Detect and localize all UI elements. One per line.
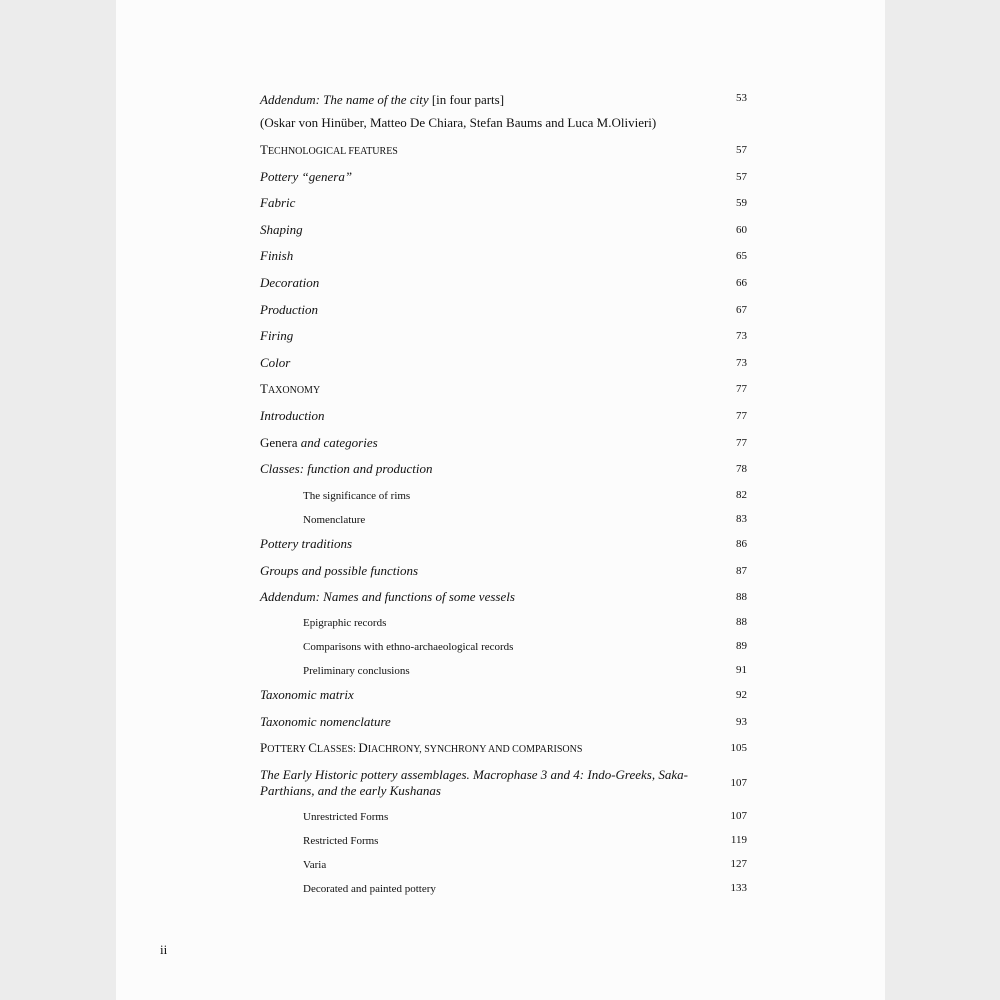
toc-entry-groups <box>260 563 747 579</box>
toc-subentry-title: Decorated and painted pottery <box>303 883 436 895</box>
toc-subentry-title: Nomenclature <box>303 514 366 526</box>
toc-entry-page: 105 <box>730 742 747 754</box>
toc-entry-page: 92 <box>736 689 747 701</box>
toc-entry-page: 65 <box>736 250 747 262</box>
toc-subentry <box>260 614 747 631</box>
toc-entry-page: 88 <box>736 616 747 628</box>
toc-section-pottery-classes <box>260 740 747 758</box>
toc-subentry <box>260 856 747 873</box>
toc-entry-page: 91 <box>736 664 747 676</box>
toc-entry-page: 127 <box>730 858 747 870</box>
toc-entry-addendum-names <box>260 589 747 605</box>
toc-entry <box>260 302 747 318</box>
toc-entry-early-historic <box>260 767 747 799</box>
toc-section-title: TAXONOMY <box>260 381 321 396</box>
toc-entry-addendum-city <box>260 92 747 108</box>
toc-entry-title: Shaping <box>260 222 303 237</box>
toc-entry-matrix <box>260 687 747 703</box>
toc-entry-page: 107 <box>730 810 747 822</box>
toc-subentry <box>260 662 747 679</box>
toc-authors-text: (Oskar von Hinüber, Matteo De Chiara, Stefan Baums and Luca M.Olivieri) <box>260 115 657 130</box>
toc-subentry <box>260 880 747 897</box>
toc-entry-title: Taxonomic nomenclature <box>260 714 391 729</box>
toc-entry <box>260 275 747 291</box>
toc-entry-page: 59 <box>736 197 747 209</box>
toc-entry-page: 66 <box>736 277 747 289</box>
toc-subentry-title: Comparisons with ethno-archaeological records <box>303 641 514 653</box>
toc-entry <box>260 355 747 371</box>
page-number: ii <box>160 942 168 957</box>
toc-entry-page: 119 <box>730 834 747 846</box>
toc-subentry <box>260 511 747 528</box>
toc-subentry <box>260 487 747 504</box>
toc-entry-page: 73 <box>736 357 747 369</box>
toc-subentry-title: Preliminary conclusions <box>303 665 410 677</box>
toc-entry-page: 57 <box>736 171 747 183</box>
toc-entry-traditions <box>260 536 747 552</box>
toc-section-title: POTTERY CLASSES: DIACHRONY, SYNCHRONY AND COMPARISONS <box>260 740 583 755</box>
toc-entry-page: 78 <box>736 463 747 475</box>
toc-entry-title: Decoration <box>260 275 320 290</box>
toc-entry-page: 77 <box>736 437 747 449</box>
toc-entry-page: 67 <box>736 304 747 316</box>
toc-entry-page: 107 <box>730 777 747 789</box>
toc-subentry-title: Varia <box>303 859 327 871</box>
toc-entry-page: 53 <box>736 92 747 104</box>
toc-entry-classes <box>260 461 747 477</box>
toc-entry <box>260 195 747 211</box>
toc-entry-genera-categories <box>260 435 747 451</box>
toc-entry-title: Pottery “genera” <box>260 169 353 184</box>
toc-entry-title: Firing <box>260 328 294 343</box>
toc-entry-pottery-genera <box>260 169 747 185</box>
toc-entry-page: 77 <box>736 383 747 395</box>
toc-entry-page: 82 <box>736 489 747 501</box>
toc-subentry-title: Unrestricted Forms <box>303 811 389 823</box>
toc-entry <box>260 222 747 238</box>
toc-entry-page: 88 <box>736 591 747 603</box>
toc-entry-page: 83 <box>736 513 747 525</box>
toc-section-taxonomy <box>260 381 747 399</box>
toc-entry-title: Color <box>260 355 291 370</box>
toc-entry-page: 77 <box>736 410 747 422</box>
toc-entry-page: 73 <box>736 330 747 342</box>
toc-entry-title: The Early Historic pottery assemblages. Macrophase 3 and 4: Indo-Greeks, Saka-Parthians, and the early Kushanas <box>260 767 688 798</box>
toc-entry-title: Addendum: The name of the city [in four parts] <box>260 92 505 107</box>
toc-entry-page: 93 <box>736 716 747 728</box>
toc-entry-title: Introduction <box>260 408 325 423</box>
toc-entry-page: 86 <box>736 538 747 550</box>
toc-subentry-title: The significance of rims <box>303 490 411 502</box>
toc-entry-title: Addendum: Names and functions of some vessels <box>260 589 515 604</box>
toc-subentry-title: Epigraphic records <box>303 617 387 629</box>
toc-entry <box>260 328 747 344</box>
toc-entry-nomenclature <box>260 714 747 730</box>
toc-entry-page: 87 <box>736 565 747 577</box>
toc-entry-page: 89 <box>736 640 747 652</box>
toc-entry-title: Genera and categories <box>260 435 378 450</box>
toc-entry-title: Taxonomic matrix <box>260 687 354 702</box>
toc-entry-page: 133 <box>730 882 747 894</box>
toc-entry-title: Pottery traditions <box>260 536 353 551</box>
toc-entry-title: Finish <box>260 248 294 263</box>
toc-subentry-title: Restricted Forms <box>303 835 379 847</box>
toc-entry-title: Classes: function and production <box>260 461 433 476</box>
toc-entry-title: Groups and possible functions <box>260 563 419 578</box>
toc-entry-title: Fabric <box>260 195 296 210</box>
toc-section-technological-features <box>260 142 747 160</box>
toc-entry-page: 60 <box>736 224 747 236</box>
toc-section-title: TECHNOLOGICAL FEATURES <box>260 142 398 157</box>
toc-entry-title: Production <box>260 302 319 317</box>
toc-subentry <box>260 638 747 655</box>
toc-entry-page: 57 <box>736 144 747 156</box>
toc-subentry <box>260 808 747 825</box>
toc-subentry <box>260 832 747 849</box>
toc-entry <box>260 248 747 264</box>
toc-entry-authors <box>260 115 747 131</box>
toc-entry-introduction <box>260 408 747 424</box>
